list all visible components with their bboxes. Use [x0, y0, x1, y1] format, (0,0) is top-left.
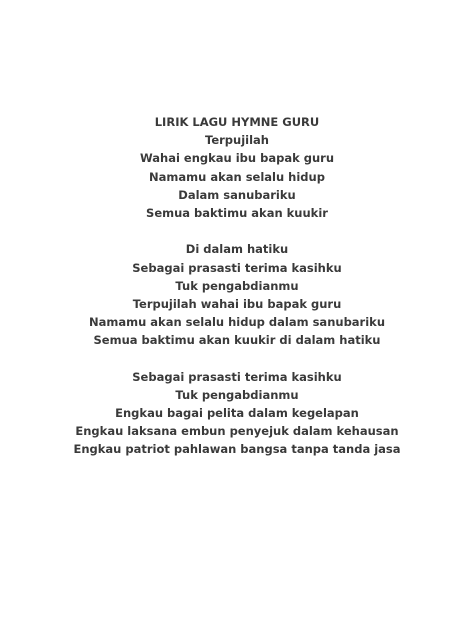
lyric-line: Terpujilah [205, 133, 269, 148]
lyric-line: Tuk pengabdianmu [175, 278, 299, 293]
lyric-line: Sebagai prasasti terima kasihku [132, 369, 342, 384]
stanza-1 [0, 131, 474, 222]
lyric-line: Semua baktimu akan kuukir [146, 205, 328, 220]
stanza-2 [0, 240, 474, 349]
lyric-line: Namamu akan selalu hidup [149, 169, 325, 184]
lyric-line: Terpujilah wahai ibu bapak guru [132, 296, 342, 311]
stanza-spacer [0, 349, 474, 367]
lyric-line: Namamu akan selalu hidup dalam sanubariku [88, 315, 386, 330]
lyric-line: Di dalam hatiku [185, 242, 289, 257]
lyric-line: Tuk pengabdianmu [175, 387, 299, 402]
lyric-line: Dalam sanubariku [178, 187, 296, 202]
lyric-line: Engkau laksana embun penyejuk dalam kehausan [75, 424, 399, 439]
stanza-spacer [0, 222, 474, 240]
document-title: LIRIK LAGU HYMNE GURU [154, 115, 320, 129]
lyric-line: Engkau patriot pahlawan bangsa tanpa tanda jasa [73, 442, 401, 457]
lyric-line: Sebagai prasasti terima kasihku [132, 260, 342, 275]
stanza-3 [0, 368, 474, 459]
lyric-line: Engkau bagai pelita dalam kegelapan [115, 406, 359, 420]
document-page [0, 113, 474, 459]
lyric-line: Wahai engkau ibu bapak guru [139, 151, 335, 166]
lyric-line: Semua baktimu akan kuukir di dalam hatiku [93, 333, 381, 348]
